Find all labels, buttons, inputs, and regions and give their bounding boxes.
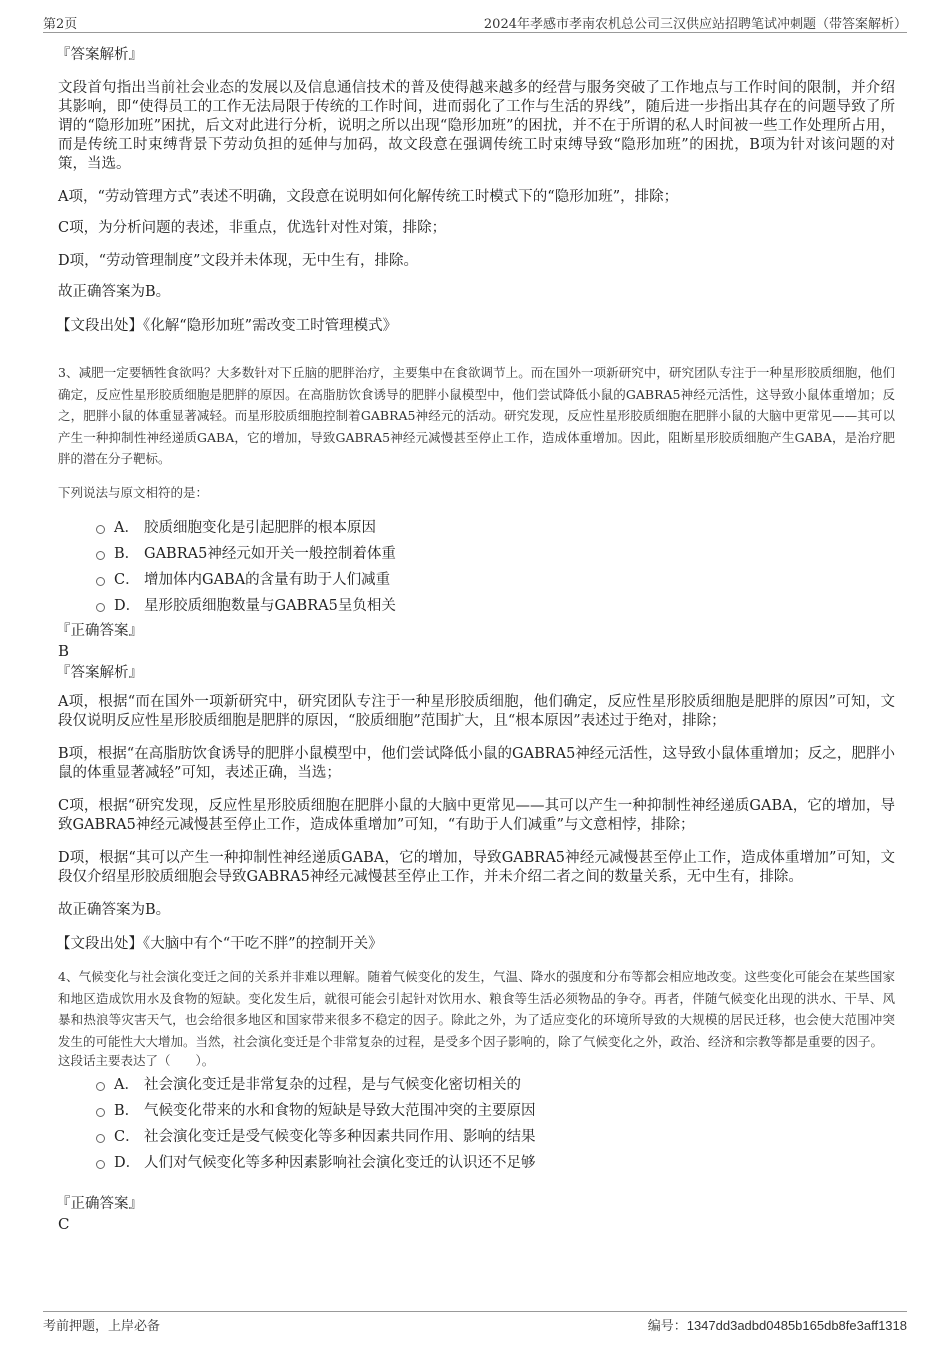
radio-icon[interactable]: [96, 1134, 105, 1143]
analysis-option-d: D项，“劳动管理制度”文段并未体现，无中生有，排除。: [58, 253, 418, 269]
question-4-text: 4、气候变化与社会演化变迁之间的关系并非难以理解。随着气候变化的发生，气温、降水的强度和分布等都会相应地改变。这些变化可能会在某些国家和地区造成饮用水及食物的短缺。变化发生后，就很可能会引起针对饮用水、粮食等生活必须物品的争夺。再者，伴随气候变化出现的洪水、干旱、风暴和热浪等灾害天气，也会给很多地区和国家带来很多不稳定的因子。除此之外，为了适应变化的环境所导致的大规模的居民迁移，也会使大范围冲突发生的可能性大大增加。当然，社会演化变迁是个非常复杂的过程，是受多个因子影响的，除了气候变化之外，政治、经济和宗教等都是重要的因子。: [58, 969, 895, 1049]
analysis-option-c: C项，为分析问题的表述，非重点，优选针对性对策，排除；: [58, 220, 447, 236]
radio-icon[interactable]: [96, 1108, 105, 1117]
question-4-options: [96, 1072, 895, 1176]
page-header: [43, 10, 907, 33]
question-3-options: [96, 515, 895, 619]
document-title: 2024年孝感市孝南农机总公司三汉供应站招聘笔试冲刺题（带答案解析）: [483, 17, 907, 32]
radio-icon[interactable]: [96, 1082, 105, 1091]
correct-answer: B: [58, 642, 70, 660]
footer-slogan: 考前押题，上岸必备: [43, 1319, 161, 1334]
analysis-option-c: C项，根据“研究发现，反应性星形胶质细胞在肥胖小鼠的大脑中更常见——其可以产生一种抑制性神经递质GABA，它的增加，导致GABRA5神经元减慢甚至停止工作，造成体重增加”可知，“有助于人们减重”与文意相悖，排除；: [58, 798, 895, 833]
document-code: 编号：1347dd3adbd0485b165db8fe3aff1318: [647, 1318, 907, 1334]
analysis-option-d: D项，根据“其可以产生一种抑制性神经递质GABA，它的增加，导致GABRA5神经元减慢甚至停止工作，造成体重增加”可知，文段仅介绍星形胶质细胞会导致GABRA5神经元减慢甚至停止工作，并未介绍二者之间的数量关系，无中生有，排除。: [58, 850, 895, 885]
analysis-label: 『答案解析』: [56, 665, 143, 681]
analysis-conclusion: 故正确答案为B。: [58, 902, 171, 918]
question-3-option-d[interactable]: D． 星形胶质细胞数量与GABRA5呈负相关: [96, 593, 895, 619]
page-content: [58, 45, 895, 1234]
radio-icon[interactable]: [96, 603, 105, 612]
passage-source: 【文段出处】《化解“隐形加班”需改变工时管理模式》: [56, 318, 398, 334]
radio-icon[interactable]: [96, 1160, 105, 1169]
analysis-option-a: A项，根据“而在国外一项新研究中，研究团队专注于一种星形胶质细胞，他们确定，反应性星形胶质细胞是肥胖的原因”可知，文段仅说明反应性星形胶质细胞是肥胖的原因，“胶质细胞”范围扩大，且“根本原因”表述过于绝对，排除；: [58, 694, 895, 729]
analysis-option-b: B项，根据“在高脂肪饮食诱导的肥胖小鼠模型中，他们尝试降低小鼠的GABRA5神经元活性，这导致小鼠体重增加；反之，肥胖小鼠的体重显著减轻”可知，表述正确，当选；: [58, 746, 895, 781]
analysis-option-a: A项，“劳动管理方式”表述不明确，文段意在说明如何化解传统工时模式下的“隐形加班”，排除；: [58, 189, 679, 205]
question-4-option-b[interactable]: B． 气候变化带来的水和食物的短缺是导致大范围冲突的主要原因: [96, 1098, 895, 1124]
question-3-option-c[interactable]: C． 增加体内GABA的含量有助于人们减重: [96, 567, 895, 593]
question-3-option-b[interactable]: B． GABRA5神经元如开关一般控制着体重: [96, 541, 895, 567]
question-4-option-c[interactable]: C． 社会演化变迁是受气候变化等多种因素共同作用、影响的结果: [96, 1124, 895, 1150]
correct-answer-label: 『正确答案』: [56, 1195, 143, 1212]
question-3-text: 3、减肥一定要牺牲食欲吗？大多数针对下丘脑的肥胖治疗，主要集中在食欲调节上。而在国外一项新研究中，研究团队专注于一种星形胶质细胞，他们确定，反应性星形胶质细胞是肥胖的原因。在高脂肪饮食诱导的肥胖小鼠模型中，他们尝试降低小鼠的GABRA5神经元活性，这导致小鼠体重增加；反之，肥胖小鼠的体重显著减轻。而星形胶质细胞控制着GABRA5神经元的活动。研究发现，反应性星形胶质细胞在肥胖小鼠的大脑中更常见——其可以产生一种抑制性神经递质GABA，它的增加，导致GABRA5神经元减慢甚至停止工作，造成体重增加。因此，阻断星形胶质细胞产生GABA，是治疗肥胖的潜在分子靶标。: [58, 365, 895, 466]
radio-icon[interactable]: [96, 551, 105, 560]
question-4-option-a[interactable]: A． 社会演化变迁是非常复杂的过程，是与气候变化密切相关的: [96, 1072, 895, 1098]
analysis-conclusion: 故正确答案为B。: [58, 284, 171, 300]
question-3-option-a[interactable]: A． 胶质细胞变化是引起肥胖的根本原因: [96, 515, 895, 541]
question-3-stem: 下列说法与原文相符的是：: [58, 484, 209, 500]
page-footer: [43, 1311, 907, 1332]
analysis-main: 文段首句指出当前社会业态的发展以及信息通信技术的普及使得越来越多的经营与服务突破了工作地点与工作时间的限制，并介绍其影响，即“使得员工的工作无法局限于传统的工作时间，进而弱化了工作与生活的界线”，随后进一步指出其存在的问题导致了所谓的“隐形加班”困扰，后文对此进行分析，说明之所以出现“隐形加班”的困扰，并不在于所谓的私人时间被一些工作处理所占用，而是传统工时束缚背景下劳动负担的延伸与加码，故文段意在强调传统工时束缚导致“隐形加班”的困扰，B项为针对该问题的对策，当选。: [58, 80, 895, 172]
page-number: 第2页: [43, 17, 78, 32]
radio-icon[interactable]: [96, 577, 105, 586]
question-4-option-d[interactable]: D． 人们对气候变化等多种因素影响社会演化变迁的认识还不足够: [96, 1150, 895, 1176]
correct-answer: C: [58, 1214, 70, 1233]
analysis-label: 『答案解析』: [56, 47, 143, 63]
correct-answer-label: 『正确答案』: [56, 623, 143, 639]
question-4-stem: 这段话主要表达了（ ）。: [58, 1053, 215, 1068]
passage-source: 【文段出处】《大脑中有个“干吃不胖”的控制开关》: [56, 936, 383, 952]
radio-icon[interactable]: [96, 525, 105, 534]
